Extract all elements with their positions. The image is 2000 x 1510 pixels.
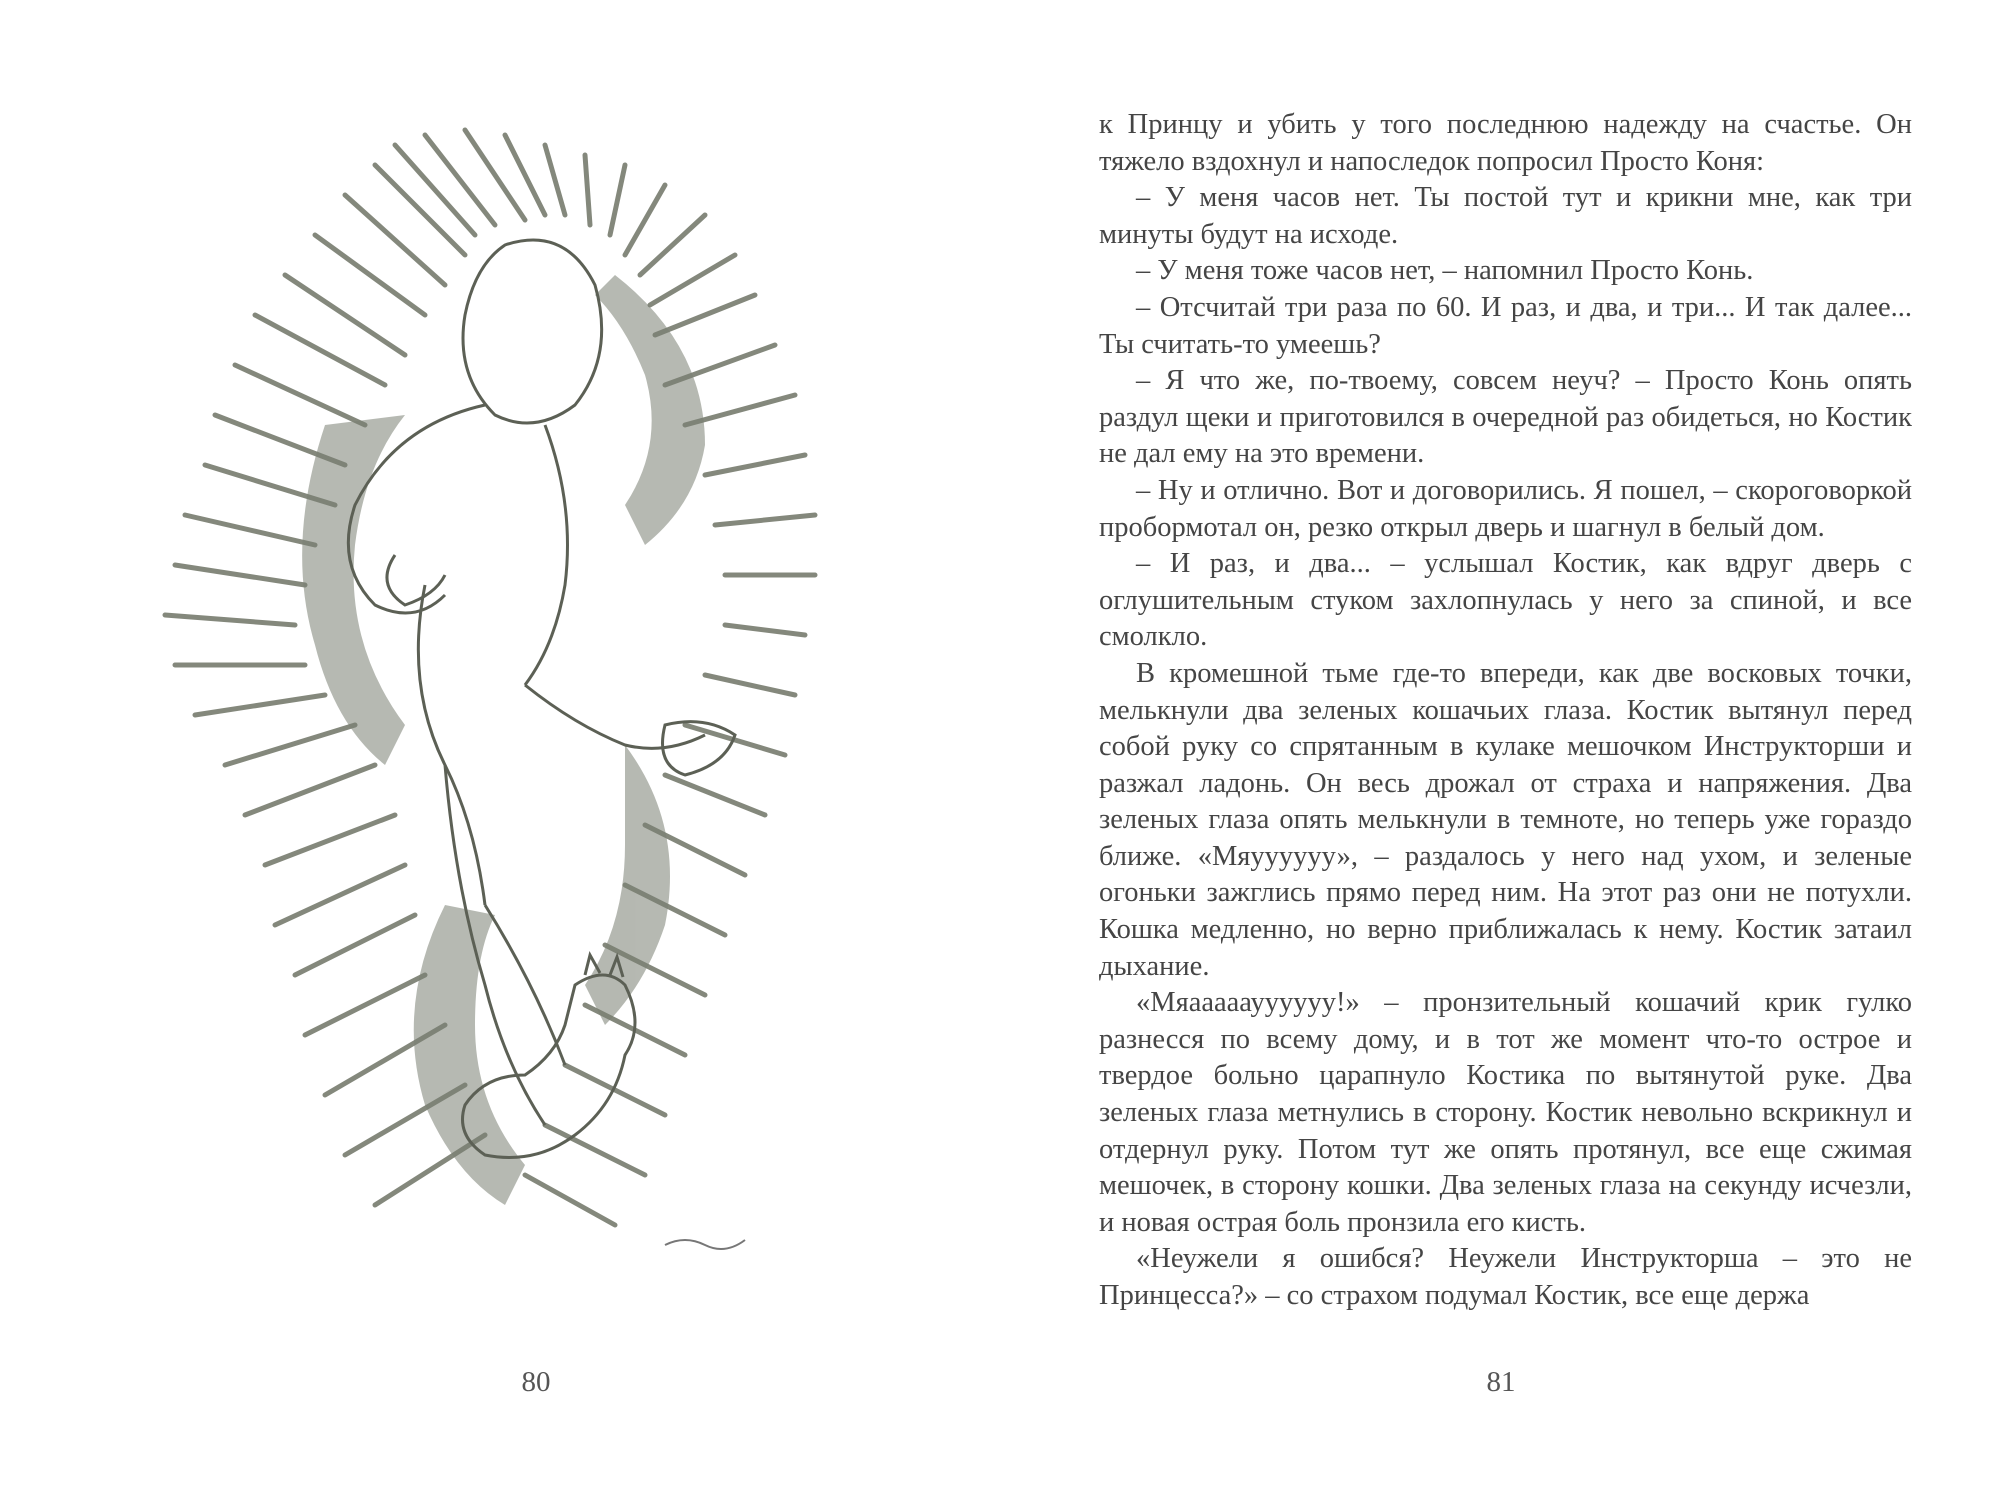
body-text xyxy=(1099,107,1912,1315)
paragraph: – Отсчитай три раза по 60. И раз, и два, и три... И так далее... Ты считать-то умеешь? xyxy=(1099,291,1912,360)
paragraph: – Ну и отлично. Вот и договорились. Я пошел, – скороговоркой пробормотал он, резко открыл дверь и шагнул в белый дом. xyxy=(1099,474,1912,543)
paragraph: В кромешной тьме где-то впереди, как две восковых точки, мелькнули два зеленых кошачьих глаза. Костик вытянул перед собой руку со спрятанным в кулаке мешочком Инструкторши и разжал ладонь. Он весь дрожал от страха и напряжения. Два зеленых глаза опять мелькнули в темноте, но теперь уже гораздо ближе. «Мяуууууу», – раздалось у него над ухом, и зеленые огоньки зажглись прямо перед ним. На этот раз они не потухли. Кошка медленно, но верно приближалась к нему. Костик затаил дыхание. xyxy=(1099,657,1912,982)
paragraph: к Принцу и убить у того последнюю надежду на счастье. Он тяжело вздохнул и напоследок попросил Просто Коня: xyxy=(1099,109,1912,177)
boy-with-cat-ink-sketch-icon xyxy=(145,125,845,1325)
paragraph: «Мяааааауууууу!» – пронзительный кошачий крик гулко разнесся по всему дому, и в тот же момент что-то острое и твердое больно царапнуло Костика по вытянутой руке. Два зеленых глаза метнулись в сторону. Костик невольно вскрикнул и отдернул руку. Потом тут же опять протянул, все еще сжимая мешочек, в сторону кошки. Два зеленых глаза на секунду исчезли, и новая острая боль пронзила его кисть. xyxy=(1099,987,1912,1238)
page-number: 81 xyxy=(1486,1366,1516,1398)
page-number: 80 xyxy=(521,1366,551,1398)
paragraph: – У меня часов нет. Ты постой тут и крикни мне, как три минуты будут на исходе. xyxy=(1099,182,1912,250)
paragraph: – И раз, и два... – услышал Костик, как вдруг дверь с оглушительным стуком захлопнулась у него за спиной, и все смолкло. xyxy=(1099,548,1912,653)
paragraph: «Неужели я ошибся? Неужели Инструкторша – это не Принцесса?» – со страхом подумал Костик, все еще держа xyxy=(1099,1243,1912,1311)
paragraph: – У меня тоже часов нет, – напомнил Просто Конь. xyxy=(1136,255,1754,287)
right-page xyxy=(1000,0,2000,1510)
paragraph: – Я что же, по-твоему, совсем неуч? – Просто Конь опять раздул щеки и приготовился в очередной раз обидеться, но Костик не дал ему на это времени. xyxy=(1099,365,1912,470)
